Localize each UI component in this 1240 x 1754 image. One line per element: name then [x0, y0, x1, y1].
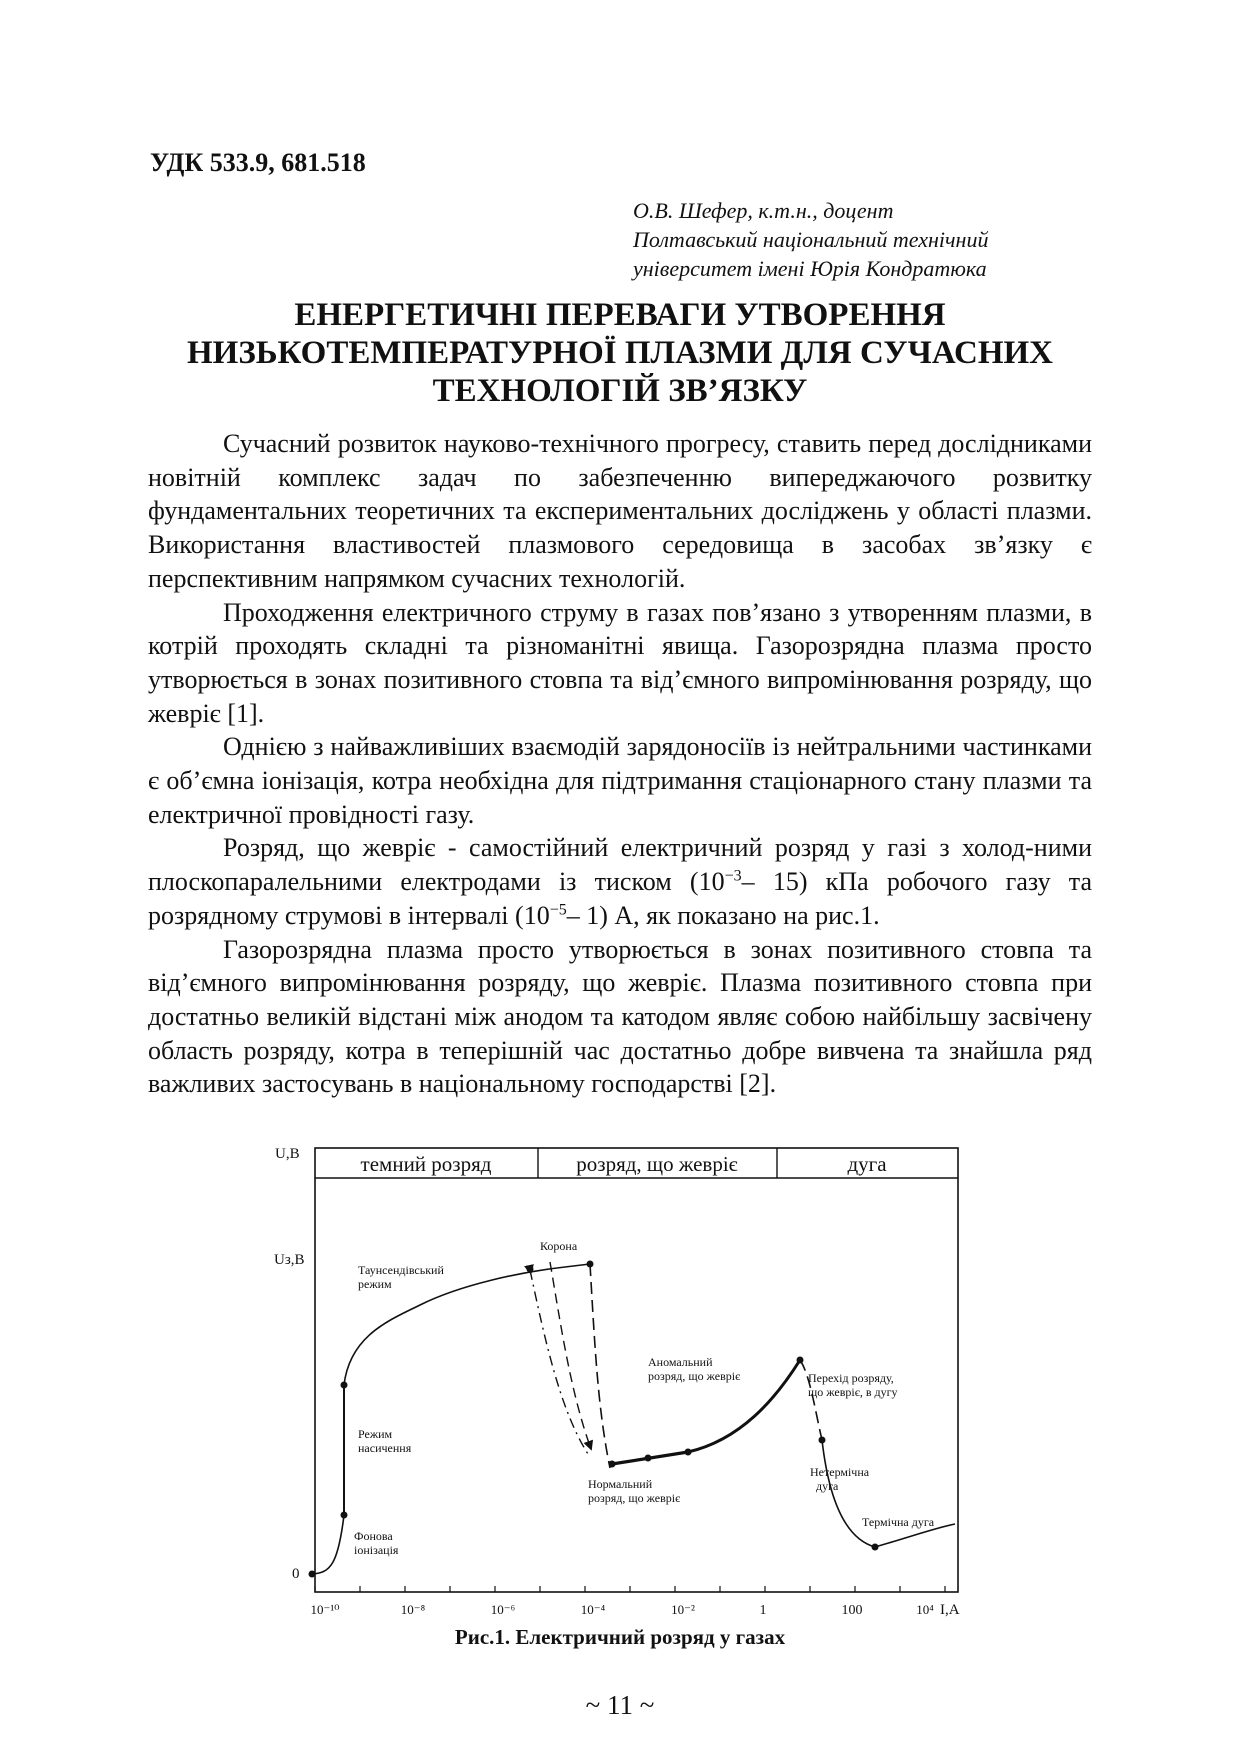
label-nonthermal-2: дуга — [816, 1479, 839, 1493]
author-affiliation-line2: університет імені Юрія Кондратюка — [633, 256, 987, 281]
discharge-figure — [270, 1140, 970, 1625]
label-background-2: іонізація — [354, 1543, 399, 1557]
label-transition-1: Перехід розряду, — [808, 1371, 894, 1385]
label-nonthermal-1: Нетермічна — [810, 1465, 870, 1479]
p4-text-2: – 15) кПа робочого газу та розрядному струмові в інтервалі (10 — [148, 867, 1093, 930]
arrow-up-dashdot — [530, 1270, 588, 1454]
p4-exponent-2: −5 — [549, 901, 567, 919]
paragraph-1: Сучасний розвиток науково-технічного прогресу, ставить перед дослідниками новітній комплекс задач по забезпеченню випереджаючого розвитку фундаментальних теоретичних та експериментальних досліджень у області плазми. Використання властивостей плазмового середовища в засобах зв’язку є перспективним напрямком сучасних технологій. — [148, 429, 1092, 593]
p4-text-1: Розряд, що жевріє - самостійний електричний розряд у газі з холод-ними плоскопаралельними електродами із тиском (10 — [148, 833, 1092, 897]
paragraph-2: Проходження електричного струму в газах пов’язано з утворенням плазми, в котрій проходять складні та різноманітні явища. Газорозрядна плазма просто утворюється в зонах позитивного стовпа та від’ємного випромінювання розряду, що жевріє [1]. — [148, 597, 1092, 728]
x-ticks — [315, 1586, 945, 1592]
x-tick-1e-4: 10⁻⁴ — [580, 1602, 606, 1617]
arrow-down-dashed — [550, 1262, 590, 1446]
curve-transition-dashed — [590, 1264, 610, 1468]
label-townsend-2: режим — [358, 1277, 392, 1291]
label-background-1: Фонова — [354, 1529, 393, 1543]
author-affiliation-line1: Полтавський національний технічний — [633, 227, 989, 252]
y-mark-label: Uз,B — [274, 1252, 305, 1268]
label-normal-2: розряд, що жевріє — [588, 1491, 681, 1505]
title-line-2: НИЗЬКОТЕМПЕРАТУРНОЇ ПЛАЗМИ ДЛЯ СУЧАСНИХ — [186, 335, 1054, 371]
p4-text-3: – 1) А, як показано на рис.1. — [566, 900, 880, 930]
curve-points — [309, 1261, 879, 1578]
author-name: О.В. Шефер, к.т.н., доцент — [633, 198, 894, 223]
region-glow-discharge: розряд, що жевріє — [576, 1152, 738, 1176]
y-axis-label: U,B — [275, 1146, 300, 1162]
discharge-diagram — [270, 1140, 970, 1620]
title-line-1: ЕНЕРГЕТИЧНІ ПЕРЕВАГИ УТВОРЕННЯ — [294, 297, 946, 333]
x-tick-1: 1 — [759, 1603, 767, 1618]
paragraph-4 — [148, 831, 1092, 932]
label-townsend-1: Таунсендівський — [358, 1263, 444, 1277]
udk-code: УДК 533.9, 681.518 — [150, 148, 366, 177]
x-axis-label: I,A — [940, 1602, 960, 1618]
paragraph-3: Однією з найважливіших взаємодій зарядоносіїв із нейтральними частинками є об’ємна іонізація, котра необхідна для підтримання стаціонарного стану плазми та електричної провідності газу. — [148, 732, 1092, 829]
x-tick-1e4: 10⁴ — [916, 1602, 934, 1617]
label-transition-2: що жевріє, в дугу — [808, 1385, 898, 1399]
page-number: ~ 11 ~ — [585, 1690, 655, 1720]
x-tick-1e-2: 10⁻² — [671, 1602, 695, 1617]
region-dark-discharge: темний розряд — [360, 1152, 492, 1176]
label-abnormal-1: Аномальний — [648, 1355, 713, 1369]
label-normal-1: Нормальний — [588, 1477, 653, 1491]
label-corona: Корона — [540, 1239, 578, 1253]
label-saturation-1: Режим — [358, 1427, 393, 1441]
title-line-3: ТЕХНОЛОГІЙ ЗВ’ЯЗКУ — [432, 373, 808, 409]
author-block — [633, 196, 988, 283]
label-thermal: Термічна дуга — [862, 1515, 935, 1529]
curve-background-ionization — [312, 1515, 344, 1574]
article-body — [148, 427, 1092, 1101]
x-tick-1e-10: 10⁻¹⁰ — [310, 1602, 340, 1617]
x-tick-1e-6: 10⁻⁶ — [490, 1602, 516, 1617]
y-zero-label: 0 — [292, 1566, 300, 1582]
x-tick-100: 100 — [841, 1603, 863, 1618]
curve-arc — [822, 1440, 955, 1547]
x-tick-1e-8: 10⁻⁸ — [400, 1602, 426, 1617]
paragraph-5: Газорозрядна плазма просто утворюється в зонах позитивного стовпа та від’ємного випромінювання розряду, що жевріє. Плазма позитивного стовпа при достатньо великій відстані між анодом та катодом являє собою найбільшу засвічену область розряду, котра в теперішній час достатньо добре вивчена та знайшла ряд важливих застосувань в національному господарстві [2]. — [148, 934, 1092, 1099]
label-saturation-2: насичення — [358, 1441, 412, 1455]
article-title — [120, 296, 1120, 410]
label-abnormal-2: розряд, що жевріє — [648, 1369, 741, 1383]
figure-caption: Рис.1. Електричний розряд у газах — [454, 1625, 786, 1649]
region-arc: дуга — [847, 1152, 887, 1176]
p4-exponent-1: −3 — [724, 867, 742, 885]
